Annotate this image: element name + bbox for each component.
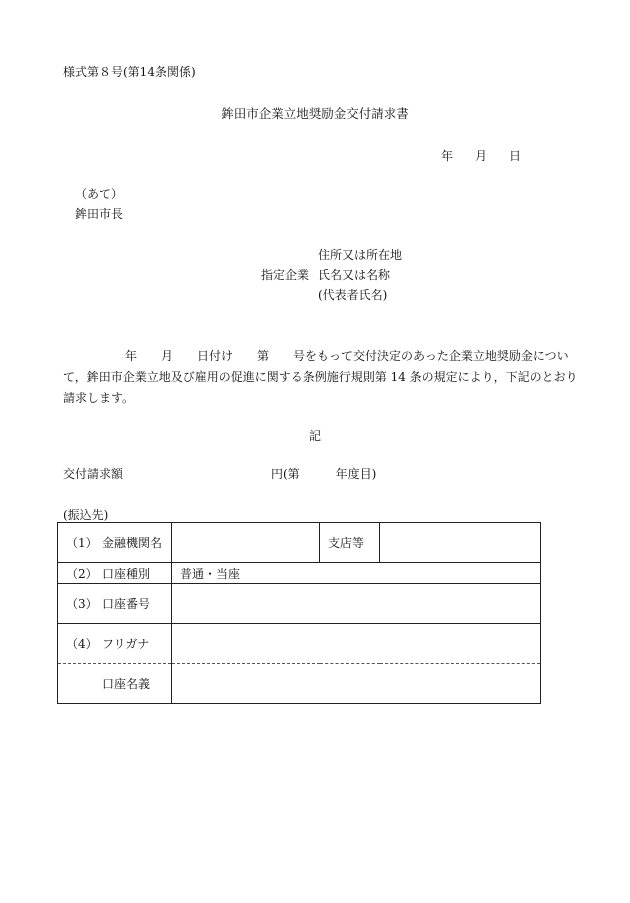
body-line-1: 年 月 日付け 第 号をもって交付決定のあった企業立地奨励金につい — [125, 349, 569, 363]
row-number: （3） — [66, 597, 98, 611]
bank-name-label-cell — [58, 523, 172, 563]
addressee-mayor: 鉾田市長 — [75, 207, 124, 221]
account-type-label: 口座種別 — [102, 566, 151, 581]
addressee-atena: （あて） — [75, 187, 124, 201]
bank-name-row — [58, 523, 541, 563]
date-day: 日 — [509, 149, 522, 163]
furigana-field[interactable] — [172, 624, 541, 664]
ki-heading: 記 — [308, 429, 321, 443]
account-number-label: 口座番号 — [102, 597, 151, 611]
row-number: （4） — [66, 637, 98, 651]
address-label: 住所又は所在地 — [318, 248, 403, 262]
amount-label: 交付請求額 — [63, 467, 124, 481]
account-name-field[interactable] — [172, 664, 541, 704]
bank-name-field[interactable] — [172, 523, 320, 563]
amount-unit: 円(第 年度目) — [271, 467, 377, 481]
bank-section-title: (振込先) — [63, 508, 109, 522]
request-body-text — [63, 346, 583, 409]
account-type-label-cell — [58, 563, 172, 584]
account-name-label: 口座名義 — [102, 677, 151, 691]
row-number: （2） — [66, 566, 98, 581]
bank-name-label: 金融機関名 — [102, 536, 163, 550]
branch-field[interactable] — [380, 523, 541, 563]
body-line-2: て，鉾田市企業立地及び雇用の促進に関する条例施行規則第 14 条の規定により，下記のとおり — [63, 370, 578, 384]
furigana-row — [58, 624, 541, 664]
name-label: 氏名又は名称 — [318, 268, 391, 282]
furigana-label: フリガナ — [102, 637, 150, 651]
account-number-field[interactable] — [172, 584, 541, 624]
account-type-field[interactable]: 普通・当座 — [172, 563, 541, 584]
date-year: 年 — [441, 149, 454, 163]
account-type-row — [58, 563, 541, 584]
account-number-label-cell — [58, 584, 172, 624]
body-line-3: 請求します。 — [63, 391, 135, 405]
account-number-row — [58, 584, 541, 624]
form-number: 様式第８号(第14条関係) — [63, 65, 196, 79]
furigana-label-cell — [58, 624, 172, 664]
date-line — [441, 150, 521, 162]
representative-label: (代表者氏名) — [318, 288, 388, 302]
account-name-label-cell — [58, 664, 172, 704]
account-name-row — [58, 664, 541, 704]
row-number: （1） — [66, 536, 98, 550]
designated-company-label: 指定企業 — [261, 268, 310, 282]
date-month: 月 — [475, 149, 488, 163]
branch-label: 支店等 — [320, 523, 380, 563]
bank-info-table — [57, 522, 541, 704]
document-title: 鉾田市企業立地奨励金交付請求書 — [221, 106, 409, 121]
